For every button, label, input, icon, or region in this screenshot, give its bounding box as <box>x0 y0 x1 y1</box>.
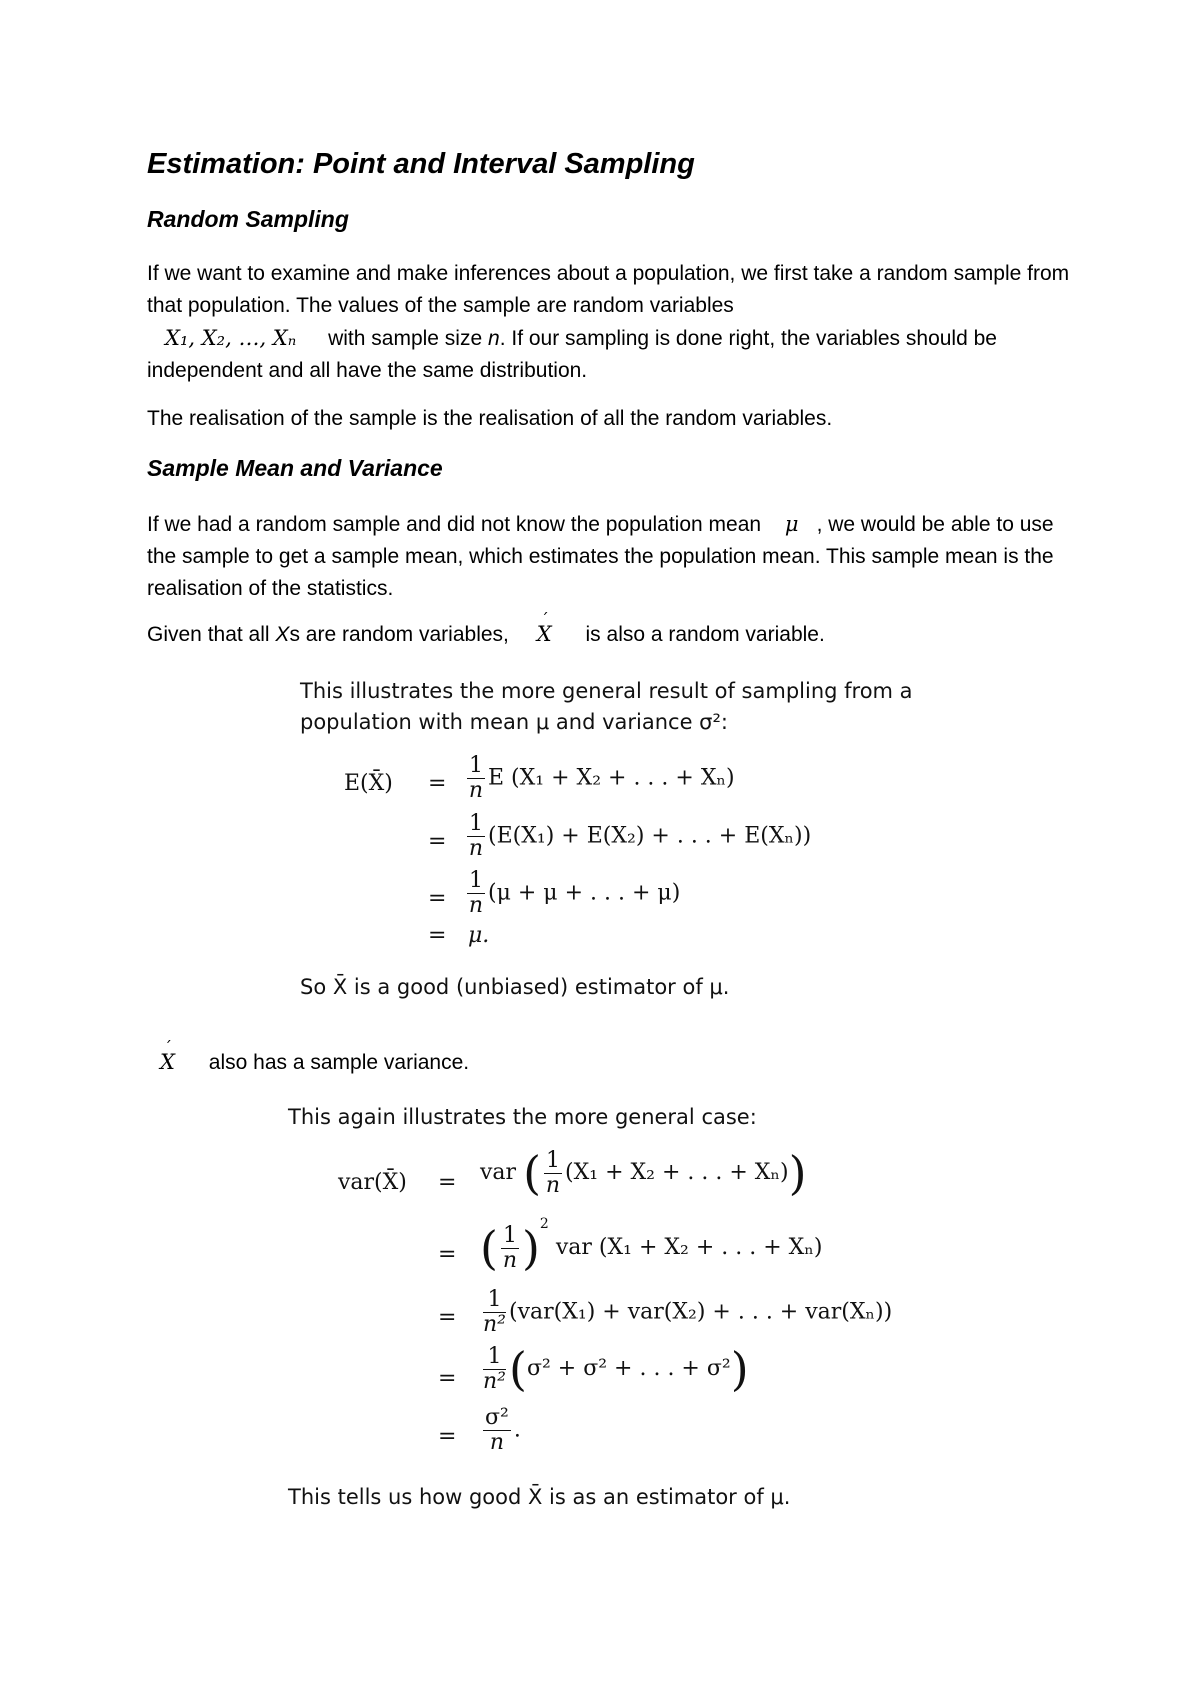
expression: E (X₁ + X₂ + . . . + Xₙ) <box>488 765 735 791</box>
expression: (var(X₁) + var(X₂) + . . . + var(Xₙ)) <box>509 1299 893 1325</box>
heading-sample-mean-variance: Sample Mean and Variance <box>147 455 443 481</box>
figure-conclusion: This tells us how good X̄ is as an estimator of μ. <box>288 1485 791 1509</box>
numerator: 1 <box>483 1345 506 1370</box>
expression: σ² + σ² + . . . + σ² <box>526 1356 731 1381</box>
denominator: n <box>468 778 484 803</box>
equation-row-3 <box>480 1288 892 1337</box>
text-fragment: with sample size <box>328 327 483 350</box>
text-fragment: , we would be able to use the sample to get a sample mean, which estimates the population mean. This sample mean is the realisation of the statistics. <box>147 513 1054 600</box>
figure-intro-line-2: population with mean μ and variance σ²: <box>300 710 728 734</box>
heading-random-sampling: Random Sampling <box>147 206 349 232</box>
numerator: 1 <box>546 1147 561 1173</box>
fraction <box>544 1149 562 1198</box>
fraction <box>501 1224 519 1273</box>
paren-close: ) <box>730 1342 749 1396</box>
figure-intro: This again illustrates the more general case: <box>288 1105 757 1129</box>
equals-sign: = <box>428 829 447 854</box>
text-fragment: also has a sample variance. <box>208 1051 470 1074</box>
numerator: 1 <box>469 811 483 836</box>
denominator: n <box>502 1247 518 1273</box>
text-fragment: . If our sampling is done right, the variables should be independent and all have the same distribution. <box>147 327 997 382</box>
paragraph-sample-mean <box>147 508 1077 605</box>
paragraph-random-sampling <box>147 258 1077 387</box>
equation-row-1 <box>480 1146 807 1200</box>
figure-variance-derivation <box>288 1102 948 1522</box>
equation-row-3 <box>464 869 680 918</box>
expression: (μ + μ + . . . + μ) <box>488 880 681 906</box>
fraction <box>467 869 485 918</box>
paragraph-sample-variance <box>160 1046 1090 1079</box>
sample-size-symbol: n <box>488 327 500 350</box>
expression: (X₁ + X₂ + . . . + Xₙ) <box>565 1160 789 1185</box>
denominator: n <box>545 1172 561 1198</box>
equals-sign: = <box>438 1170 457 1195</box>
figure-mean-derivation <box>300 676 920 1006</box>
equals-sign: = <box>438 1424 457 1449</box>
denominator: n² <box>483 1312 506 1337</box>
equation-row-2 <box>480 1216 822 1275</box>
figure-intro-line-1: This illustrates the more general result of sampling from a <box>300 679 913 703</box>
exponent: 2 <box>539 1216 549 1232</box>
numerator: 1 <box>502 1222 517 1248</box>
figure-conclusion: So X̄ is a good (unbiased) estimator of μ. <box>300 975 730 999</box>
equation-row-4 <box>480 1342 749 1396</box>
equation-lhs: E(X̄) <box>344 771 393 796</box>
paragraph-given-xs <box>147 618 1077 651</box>
fraction <box>483 1345 506 1394</box>
expression: var (X₁ + X₂ + . . . + Xₙ) <box>555 1235 823 1260</box>
paren-open: ( <box>509 1342 527 1396</box>
text-fragment: If we had a random sample and did not know the population mean <box>147 513 762 536</box>
random-variables-math: X₁, X₂, …, Xₙ <box>165 326 297 350</box>
expression: (E(X₁) + E(X₂) + . . . + E(Xₙ)) <box>488 823 812 849</box>
paren-open: ( <box>480 1221 498 1275</box>
text-fragment: Given that all <box>147 623 270 646</box>
equals-sign: = <box>438 1242 457 1267</box>
x-bar-symbol: ´ X <box>160 1046 175 1078</box>
equation-row-1 <box>464 754 735 803</box>
x-symbol: X <box>275 623 290 646</box>
equals-sign: = <box>428 886 447 911</box>
equals-sign: = <box>428 771 447 796</box>
fraction <box>483 1406 511 1455</box>
denominator: n² <box>483 1368 506 1394</box>
equals-sign: = <box>428 923 447 948</box>
text-fragment: s are random variables, <box>289 623 509 646</box>
text-fragment: If we want to examine and make inferences about a population, we first take a random sample from that population. The values of the sample are random variables <box>147 262 1070 317</box>
x-bar-symbol: ´ X <box>537 618 552 650</box>
equation-row-2 <box>464 812 811 861</box>
paren-close: ) <box>788 1146 807 1200</box>
equation-row-4: μ. <box>468 923 490 948</box>
denominator: n <box>468 893 484 918</box>
equation-lhs: var(X̄) <box>338 1170 407 1195</box>
fraction <box>467 812 485 861</box>
denominator: n <box>468 836 484 861</box>
numerator: 1 <box>469 753 483 778</box>
equals-sign: = <box>438 1366 457 1391</box>
fraction <box>467 754 485 803</box>
var-operator: var <box>480 1160 517 1185</box>
period: . <box>513 1417 521 1443</box>
paren-close: ) <box>521 1221 540 1275</box>
denominator: n <box>489 1430 504 1455</box>
numerator: 1 <box>469 868 483 893</box>
paragraph-realisation: The realisation of the sample is the realisation of all the random variables. <box>147 407 833 430</box>
equals-sign: = <box>438 1305 457 1330</box>
page-title: Estimation: Point and Interval Sampling <box>147 148 695 180</box>
text-fragment: is also a random variable. <box>585 623 825 646</box>
equation-row-5 <box>480 1406 521 1455</box>
numerator: 1 <box>483 1288 506 1313</box>
paren-open: ( <box>523 1146 542 1200</box>
numerator: σ² <box>485 1405 509 1430</box>
fraction <box>483 1288 506 1337</box>
mu-symbol: μ <box>784 512 799 536</box>
